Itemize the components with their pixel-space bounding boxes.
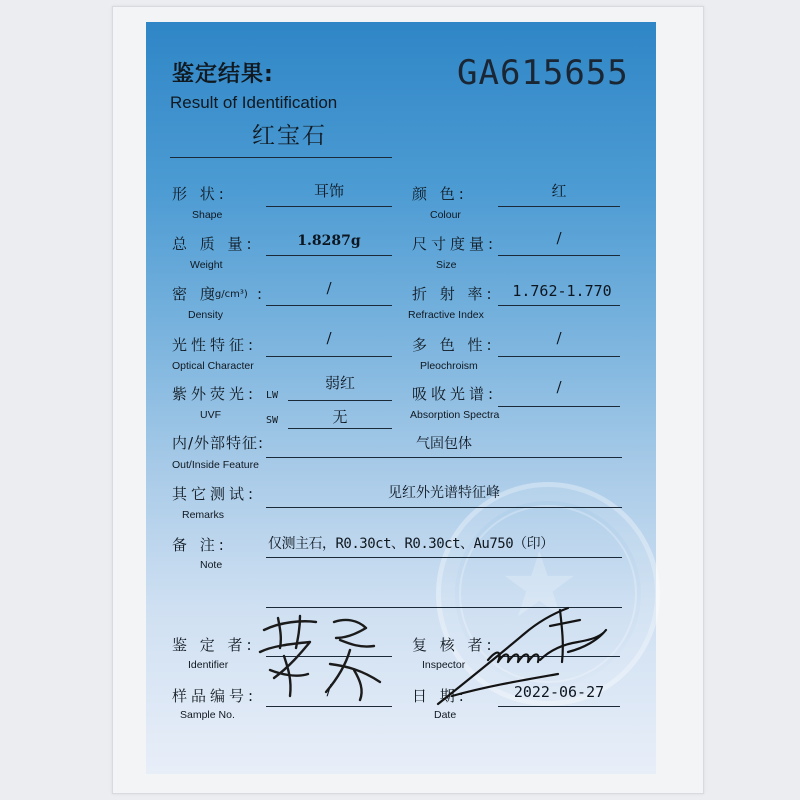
colour-line [498,206,620,207]
absorption-label: 吸收光谱: [412,385,498,403]
sample-no-label-en: Sample No. [180,709,235,721]
uvf-label-en: UVF [200,409,221,421]
density-line [266,305,392,306]
date-label-en: Date [434,709,457,721]
feature-label-en: Out/Inside Feature [172,459,259,471]
weight-value: 1.8287g [297,233,361,249]
inspector-label: 复 核 者: [412,636,496,654]
weight-line [266,255,392,256]
shape-value: 耳饰 [313,182,344,200]
colour-label-en: Colour [430,209,461,221]
date-value: 2022-06-27 [513,683,605,701]
seal-star-icon: ★ [499,533,580,638]
uvf-lw-label: LW [266,390,279,401]
sample-no-label: 样品编号: [172,687,258,705]
uvf-sw-line [288,428,392,429]
remarks-label-en: Remarks [182,509,225,521]
pleochroism-line [498,356,620,357]
title-cn: 鉴定结果: [172,62,274,87]
weight-label: 总 质 量: [172,235,256,253]
remarks-value: 见红外光谱特征峰 [388,485,500,501]
optical-label: 光性特征: [172,336,258,354]
feature-label: 内/外部特征: [172,434,265,452]
size-label-en: Size [436,259,457,271]
weight-label-en: Weight [190,259,223,271]
inspector-label-en: Inspector [422,659,466,671]
uvf-sw-value: 无 [332,408,348,426]
absorption-label-en: Absorption Spectra [410,409,500,421]
density-unit: (g/cm³) [211,289,248,300]
note-line-1 [266,557,622,558]
refractive-label-en: Refractive Index [408,309,484,321]
absorption-line [498,406,620,407]
shape-label: 形 状: [172,185,228,203]
size-value: / [556,229,562,247]
uvf-sw-label: SW [266,415,279,426]
result-value: 红宝石 [252,123,327,149]
refractive-line [498,305,620,306]
optical-line [266,356,392,357]
pleochroism-label: 多 色 性: [412,336,496,354]
date-label: 日 期: [412,687,468,705]
inspector-signature [428,600,614,712]
feature-value: 气固包体 [416,436,472,452]
result-underline [170,157,392,158]
optical-label-en: Optical Character [172,360,254,372]
density-label: 密 度 [172,285,219,303]
note-label-en: Note [200,559,223,571]
identifier-label-en: Identifier [188,659,229,671]
uvf-lw-value: 弱红 [324,374,355,392]
size-line [498,255,620,256]
refractive-label: 折 射 率: [412,285,496,303]
colour-value: 红 [551,182,567,200]
shape-line [266,206,392,207]
note-label: 备 注: [172,536,228,554]
colour-label: 颜 色: [412,185,468,203]
refractive-value: 1.762-1.770 [512,282,612,300]
identifier-signature [250,608,400,708]
shape-label-en: Shape [192,209,223,221]
density-colon: : [257,285,263,303]
pleochroism-label-en: Pleochroism [420,360,478,372]
absorption-value: / [556,378,562,396]
title-en: Result of Identification [170,93,338,112]
size-label: 尺寸度量: [412,235,498,253]
cert-number: GA615655 [457,53,629,93]
identifier-label: 鉴 定 者: [172,636,256,654]
remarks-label: 其它测试: [172,485,258,503]
optical-value: / [326,329,332,347]
note-value: 仅测主石，R0.30ct、R0.30ct、Au750（印） [268,536,554,552]
remarks-line [266,507,622,508]
density-value: / [326,279,332,297]
uvf-lw-line [288,400,392,401]
feature-line [266,457,622,458]
pleochroism-value: / [556,329,562,347]
uvf-label: 紫外荧光: [172,385,258,403]
density-label-en: Density [188,309,224,321]
sample-no-value: / [326,681,332,699]
